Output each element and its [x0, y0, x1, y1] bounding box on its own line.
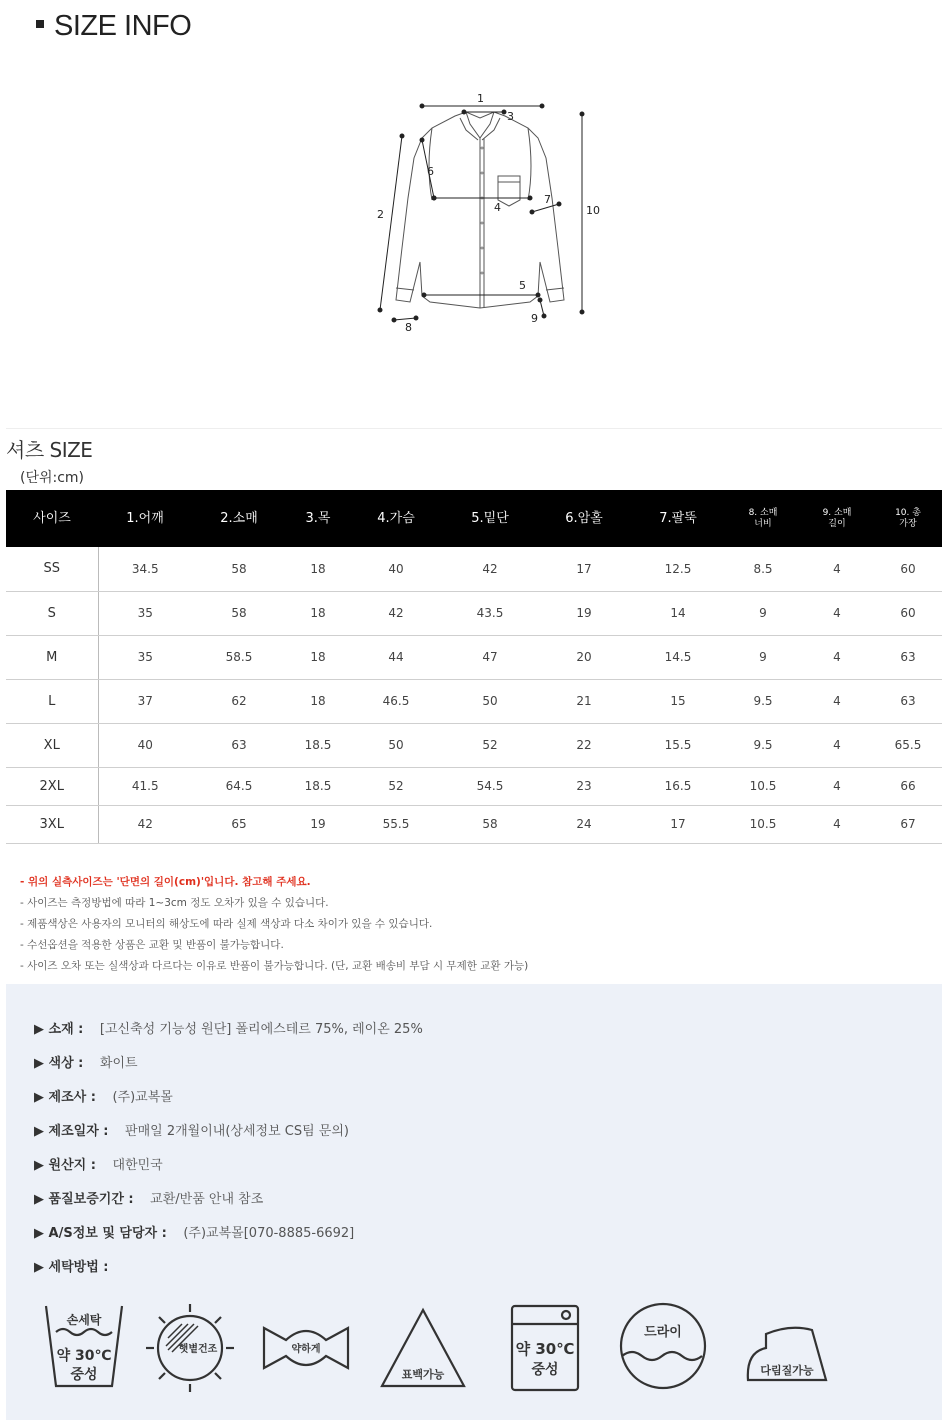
- col-header-line: 10. 총: [895, 507, 921, 518]
- col-header: 5.밑단: [471, 510, 509, 526]
- care-icons: [0, 1300, 948, 1400]
- info-washing: [34, 1256, 108, 1275]
- value-cell: 54.5: [442, 767, 538, 805]
- table-header-row: [6, 490, 942, 547]
- machine-temp: 약 30℃: [515, 1340, 575, 1358]
- value-cell: 10.5: [726, 805, 800, 843]
- size-table: [6, 490, 942, 844]
- label-10: 10: [586, 204, 600, 217]
- value-cell: 65.5: [874, 723, 942, 767]
- value-cell: 62: [192, 679, 286, 723]
- col-header: 1.어깨: [126, 510, 164, 526]
- value-cell: 18: [286, 635, 350, 679]
- table-row: [6, 767, 942, 805]
- divider: [6, 428, 942, 429]
- bullet-icon: [36, 20, 44, 28]
- info-date: [34, 1120, 349, 1139]
- value-cell: 60: [874, 591, 942, 635]
- size-cell: 3XL: [6, 805, 98, 843]
- size-cell: 2XL: [6, 767, 98, 805]
- value-cell: 9.5: [726, 723, 800, 767]
- value-cell: 60: [874, 547, 942, 591]
- col-header: 4.가슴: [377, 510, 415, 526]
- value-cell: 18.5: [286, 767, 350, 805]
- info-value: 교환/반품 안내 참조: [150, 1192, 264, 1207]
- col-header: [800, 490, 874, 547]
- value-cell: 17: [538, 547, 630, 591]
- table-row: [6, 635, 942, 679]
- gentle-label: 약하게: [291, 1344, 321, 1355]
- value-cell: 19: [286, 805, 350, 843]
- value-cell: 46.5: [350, 679, 442, 723]
- note-line: - 사이즈 오차 또는 실색상과 다르다는 이유로 반품이 불가능합니다. (단, 교환 배송비 부담 시 무제한 교환 가능): [20, 960, 529, 972]
- value-cell: 65: [192, 805, 286, 843]
- value-cell: 4: [800, 591, 874, 635]
- iron-label: 다림질가능: [760, 1364, 814, 1377]
- value-cell: 18.5: [286, 723, 350, 767]
- size-info-heading: [36, 10, 191, 43]
- info-color: [34, 1052, 138, 1071]
- value-cell: 10.5: [726, 767, 800, 805]
- table-row: [6, 591, 942, 635]
- value-cell: 67: [874, 805, 942, 843]
- value-cell: 18: [286, 591, 350, 635]
- label-4: 4: [494, 201, 501, 214]
- machine-neutral: 중성: [531, 1362, 559, 1378]
- value-cell: 44: [350, 635, 442, 679]
- value-cell: 63: [192, 723, 286, 767]
- table-row: [6, 547, 942, 591]
- dry-clean-label: 드라이: [644, 1325, 682, 1340]
- value-cell: 42: [442, 547, 538, 591]
- col-header: 사이즈: [33, 510, 71, 526]
- value-cell: 64.5: [192, 767, 286, 805]
- label-5: 5: [519, 279, 526, 292]
- col-header: 7.팔뚝: [659, 510, 697, 526]
- info-label: ▶ 원산지 :: [34, 1158, 96, 1173]
- value-cell: 23: [538, 767, 630, 805]
- value-cell: 4: [800, 767, 874, 805]
- note-line: - 수선옵션을 적용한 상품은 교환 및 반품이 불가능합니다.: [20, 939, 284, 951]
- label-3: 3: [507, 110, 514, 123]
- value-cell: 50: [442, 679, 538, 723]
- value-cell: 18: [286, 679, 350, 723]
- value-cell: 20: [538, 635, 630, 679]
- value-cell: 4: [800, 805, 874, 843]
- value-cell: 50: [350, 723, 442, 767]
- value-cell: 35: [98, 591, 192, 635]
- value-cell: 22: [538, 723, 630, 767]
- hand-wash-neutral: 중성: [70, 1367, 98, 1383]
- value-cell: 24: [538, 805, 630, 843]
- value-cell: 16.5: [630, 767, 726, 805]
- size-cell: XL: [6, 723, 98, 767]
- value-cell: 21: [538, 679, 630, 723]
- size-info-title-text: SIZE INFO: [54, 10, 192, 42]
- value-cell: 17: [630, 805, 726, 843]
- info-manufacturer: [34, 1086, 173, 1105]
- info-label: ▶ 품질보증기간 :: [34, 1192, 134, 1207]
- value-cell: 15.5: [630, 723, 726, 767]
- value-cell: 63: [874, 679, 942, 723]
- info-as: [34, 1222, 354, 1241]
- value-cell: 4: [800, 635, 874, 679]
- value-cell: 52: [442, 723, 538, 767]
- col-header-line: 너비: [754, 518, 772, 529]
- hand-wash-label: 손세탁: [66, 1313, 102, 1327]
- info-value: 화이트: [99, 1056, 138, 1071]
- table-row: [6, 805, 942, 843]
- shirt-measurement-diagram: [360, 88, 610, 338]
- value-cell: 15: [630, 679, 726, 723]
- label-7: 7: [544, 193, 551, 206]
- value-cell: 55.5: [350, 805, 442, 843]
- notes: [20, 872, 528, 977]
- info-warranty: [34, 1188, 263, 1207]
- note-highlight: - 위의 실측사이즈는 '단면의 길이(cm)'입니다. 참고해 주세요.: [20, 876, 311, 888]
- size-cell: SS: [6, 547, 98, 591]
- value-cell: 58: [442, 805, 538, 843]
- note-line: - 제품색상은 사용자의 모니터의 해상도에 따라 실제 색상과 다소 차이가 있을 수 있습니다.: [20, 918, 433, 930]
- label-6: 6: [427, 165, 434, 178]
- label-8: 8: [405, 321, 412, 334]
- value-cell: 14.5: [630, 635, 726, 679]
- value-cell: 37: [98, 679, 192, 723]
- value-cell: 4: [800, 547, 874, 591]
- value-cell: 58.5: [192, 635, 286, 679]
- value-cell: 43.5: [442, 591, 538, 635]
- value-cell: 14: [630, 591, 726, 635]
- label-1: 1: [477, 92, 484, 105]
- col-header-line: 가장: [899, 518, 917, 529]
- value-cell: 58: [192, 591, 286, 635]
- size-cell: S: [6, 591, 98, 635]
- hand-wash-temp: 약 30℃: [56, 1348, 112, 1364]
- col-header: 6.암홀: [565, 510, 603, 526]
- label-2: 2: [377, 208, 384, 221]
- info-origin: [34, 1154, 163, 1173]
- info-value: 판매일 2개월이내(상세정보 CS팀 문의): [125, 1124, 349, 1139]
- value-cell: 58: [192, 547, 286, 591]
- col-header-line: 8. 소매: [748, 507, 778, 518]
- value-cell: 12.5: [630, 547, 726, 591]
- value-cell: 35: [98, 635, 192, 679]
- value-cell: 8.5: [726, 547, 800, 591]
- table-row: [6, 723, 942, 767]
- value-cell: 41.5: [98, 767, 192, 805]
- value-cell: 19: [538, 591, 630, 635]
- unit-label: (단위:cm): [20, 470, 85, 486]
- info-label: ▶ 제조사 :: [34, 1090, 96, 1105]
- col-header: [874, 490, 942, 547]
- size-cell: M: [6, 635, 98, 679]
- info-label: ▶ 세탁방법 :: [34, 1260, 109, 1275]
- value-cell: 52: [350, 767, 442, 805]
- value-cell: 4: [800, 723, 874, 767]
- value-cell: 63: [874, 635, 942, 679]
- value-cell: 18: [286, 547, 350, 591]
- info-label: ▶ 제조일자 :: [34, 1124, 109, 1139]
- value-cell: 47: [442, 635, 538, 679]
- value-cell: 9: [726, 635, 800, 679]
- value-cell: 34.5: [98, 547, 192, 591]
- info-material: [34, 1018, 423, 1037]
- value-cell: 4: [800, 679, 874, 723]
- col-header-line: 9. 소매: [822, 507, 852, 518]
- size-cell: L: [6, 679, 98, 723]
- info-label: ▶ 소재 :: [34, 1022, 84, 1037]
- info-label: ▶ 색상 :: [34, 1056, 84, 1071]
- info-label: ▶ A/S정보 및 담당자 :: [34, 1226, 167, 1241]
- info-value: (주)교복몰: [112, 1090, 173, 1105]
- value-cell: 66: [874, 767, 942, 805]
- value-cell: 42: [98, 805, 192, 843]
- note-line: - 사이즈는 측정방법에 따라 1~3cm 정도 오차가 있을 수 있습니다.: [20, 897, 329, 909]
- value-cell: 40: [98, 723, 192, 767]
- value-cell: 9.5: [726, 679, 800, 723]
- sun-dry-label: 햇볕건조: [178, 1344, 218, 1355]
- col-header-line: 길이: [828, 518, 846, 529]
- dry-clean-icon: [621, 1304, 705, 1388]
- col-header: 2.소매: [220, 510, 258, 526]
- info-value: [고신축성 기능성 원단] 폴리에스테르 75%, 레이온 25%: [99, 1022, 423, 1037]
- value-cell: 40: [350, 547, 442, 591]
- col-header: [726, 490, 800, 547]
- bleach-label: 표백가능: [401, 1368, 445, 1381]
- info-value: (주)교복몰[070-8885-6692]: [183, 1226, 355, 1241]
- col-header: 3.목: [305, 510, 331, 526]
- table-title: 셔츠 SIZE: [6, 438, 93, 462]
- value-cell: 42: [350, 591, 442, 635]
- label-9: 9: [531, 312, 538, 325]
- table-row: [6, 679, 942, 723]
- info-value: 대한민국: [112, 1158, 163, 1173]
- value-cell: 9: [726, 591, 800, 635]
